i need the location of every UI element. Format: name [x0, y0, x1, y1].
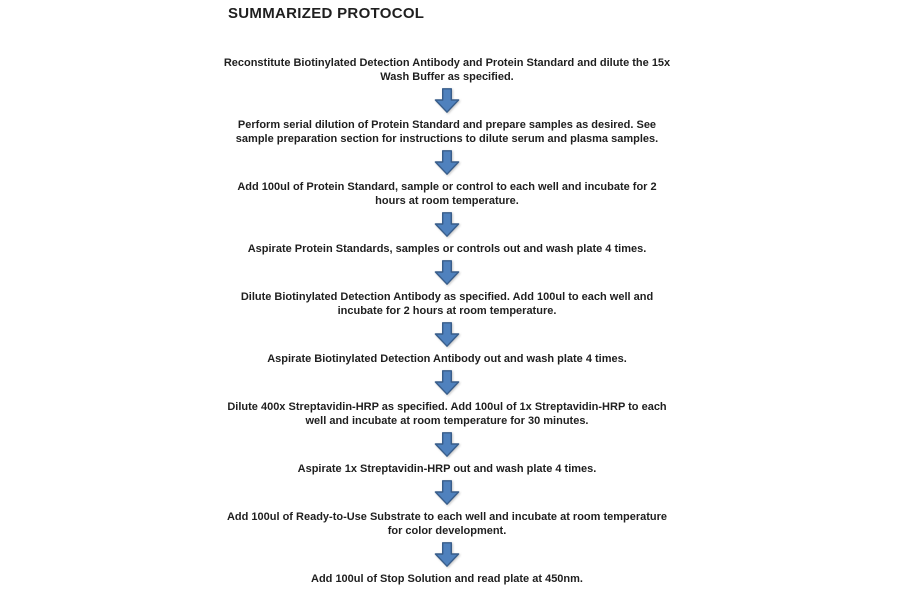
protocol-column: [223, 0, 671, 586]
down-arrow-icon: [434, 88, 460, 113]
down-arrow-icon: [434, 212, 460, 237]
down-arrow-icon: [434, 150, 460, 175]
down-arrow-icon: [434, 322, 460, 347]
protocol-step-2: Perform serial dilution of Protein Standard and prepare samples as desired. See sample preparation section for instructions to dilute serum and plasma samples.: [235, 119, 659, 145]
down-arrow-icon: [434, 432, 460, 457]
down-arrow-icon: [434, 542, 460, 567]
down-arrow-icon: [434, 260, 460, 285]
protocol-step-8: Aspirate 1x Streptavidin-HRP out and wash plate 4 times.: [297, 463, 597, 475]
page-title: SUMMARIZED PROTOCOL: [228, 5, 425, 22]
protocol-step-6: Aspirate Biotinylated Detection Antibody out and wash plate 4 times.: [267, 353, 627, 365]
protocol-step-1: Reconstitute Biotinylated Detection Antibody and Protein Standard and dilute the 15x Wash Buffer as specified.: [223, 57, 671, 83]
protocol-step-4: Aspirate Protein Standards, samples or controls out and wash plate 4 times.: [247, 243, 647, 255]
protocol-step-10: Add 100ul of Stop Solution and read plate at 450nm.: [311, 573, 583, 585]
protocol-step-7: Dilute 400x Streptavidin-HRP as specified. Add 100ul of 1x Streptavidin-HRP to each well and incubate at room temperature for 30 minutes.: [227, 401, 667, 427]
down-arrow-icon: [434, 370, 460, 395]
protocol-step-3: Add 100ul of Protein Standard, sample or control to each well and incubate for 2 hours at room temperature.: [237, 181, 657, 207]
protocol-step-9: Add 100ul of Ready-to-Use Substrate to each well and incubate at room temperature for color development.: [226, 511, 668, 537]
down-arrow-icon: [434, 480, 460, 505]
protocol-step-5: Dilute Biotinylated Detection Antibody as specified. Add 100ul to each well and incubate for 2 hours at room temperature.: [240, 291, 654, 317]
protocol-flowchart: [223, 56, 671, 586]
